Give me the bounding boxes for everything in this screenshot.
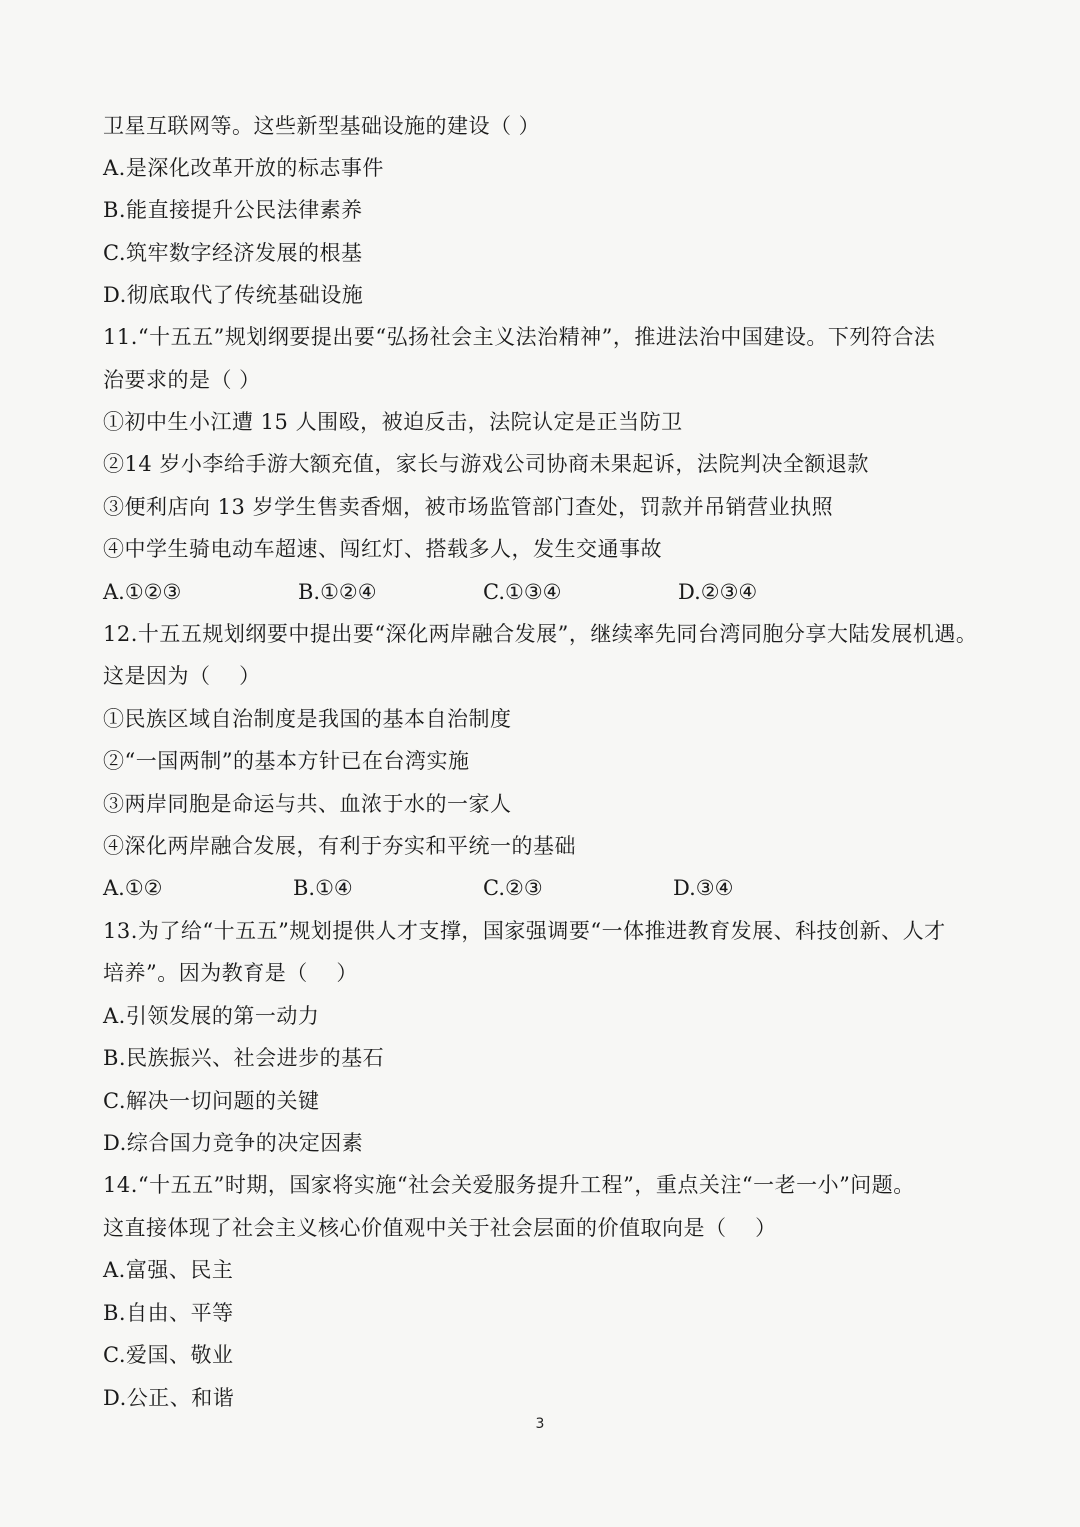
q12-option-d: D.③④	[673, 876, 734, 900]
q13-option-d: D.综合国力竞争的决定因素	[103, 1131, 364, 1155]
q14-option-c: C.爱国、敬业	[103, 1343, 234, 1367]
q12-option-b: B.①④	[293, 876, 353, 900]
q13-option-b: B.民族振兴、社会进步的基石	[103, 1046, 385, 1070]
q12-statement-4: ④深化两岸融合发展，有利于夯实和平统一的基础	[103, 834, 576, 858]
q12-statement-2: ②“一国两制”的基本方针已在台湾实施	[103, 749, 470, 773]
q11-option-b: B.①②④	[298, 580, 377, 604]
q14-option-b: B.自由、平等	[103, 1301, 234, 1325]
q10-option-b: B.能直接提升公民法律素养	[103, 198, 363, 222]
q14-stem-line1: 14.“十五五”时期，国家将实施“社会关爱服务提升工程”，重点关注“一老一小”问题。	[103, 1173, 915, 1197]
q10-stem-tail: 卫星互联网等。这些新型基础设施的建设（ ）	[103, 114, 541, 138]
q12-stem-line1: 12.十五五规划纲要中提出要“深化两岸融合发展”，继续率先同台湾同胞分享大陆发展机遇。	[103, 622, 978, 646]
q12-stem-line2: 这是因为（ ）	[103, 664, 261, 688]
q12-statement-3: ③两岸同胞是命运与共、血浓于水的一家人	[103, 792, 512, 816]
q11-option-a: A.①②③	[103, 580, 182, 604]
q11-statement-1: ①初中生小江遭 15 人围殴，被迫反击，法院认定是正当防卫	[103, 410, 683, 434]
q13-option-a: A.引领发展的第一动力	[103, 1004, 320, 1028]
q13-stem-line1: 13.为了给“十五五”规划提供人才支撑，国家强调要“一体推进教育发展、科技创新、人才	[103, 919, 946, 943]
q11-stem-line2: 治要求的是（ ）	[103, 368, 261, 392]
q10-option-d: D.彻底取代了传统基础设施	[103, 283, 364, 307]
q13-stem-line2: 培养”。因为教育是（ ）	[103, 961, 358, 985]
q13-option-c: C.解决一切问题的关键	[103, 1089, 320, 1113]
q11-statement-4: ④中学生骑电动车超速、闯红灯、搭载多人，发生交通事故	[103, 537, 662, 561]
q12-option-a: A.①②	[103, 876, 163, 900]
q11-stem-line1: 11.“十五五”规划纲要提出要“弘扬社会主义法治精神”，推进法治中国建设。下列符合法	[103, 325, 936, 349]
q12-option-c: C.②③	[483, 876, 543, 900]
q14-option-d: D.公正、和谐	[103, 1386, 235, 1410]
q14-stem-line2: 这直接体现了社会主义核心价值观中关于社会层面的价值取向是（ ）	[103, 1216, 777, 1240]
q12-statement-1: ①民族区域自治制度是我国的基本自治制度	[103, 707, 512, 731]
q11-option-d: D.②③④	[678, 580, 758, 604]
q11-statement-2: ②14 岁小李给手游大额充值，家长与游戏公司协商未果起诉，法院判决全额退款	[103, 452, 869, 476]
q14-option-a: A.富强、民主	[103, 1258, 234, 1282]
q11-option-c: C.①③④	[483, 580, 562, 604]
q10-option-c: C.筑牢数字经济发展的根基	[103, 241, 363, 265]
page-number: 3	[535, 1416, 545, 1432]
q10-option-a: A.是深化改革开放的标志事件	[103, 156, 384, 180]
q11-statement-3: ③便利店向 13 岁学生售卖香烟，被市场监管部门查处，罚款并吊销营业执照	[103, 495, 834, 519]
